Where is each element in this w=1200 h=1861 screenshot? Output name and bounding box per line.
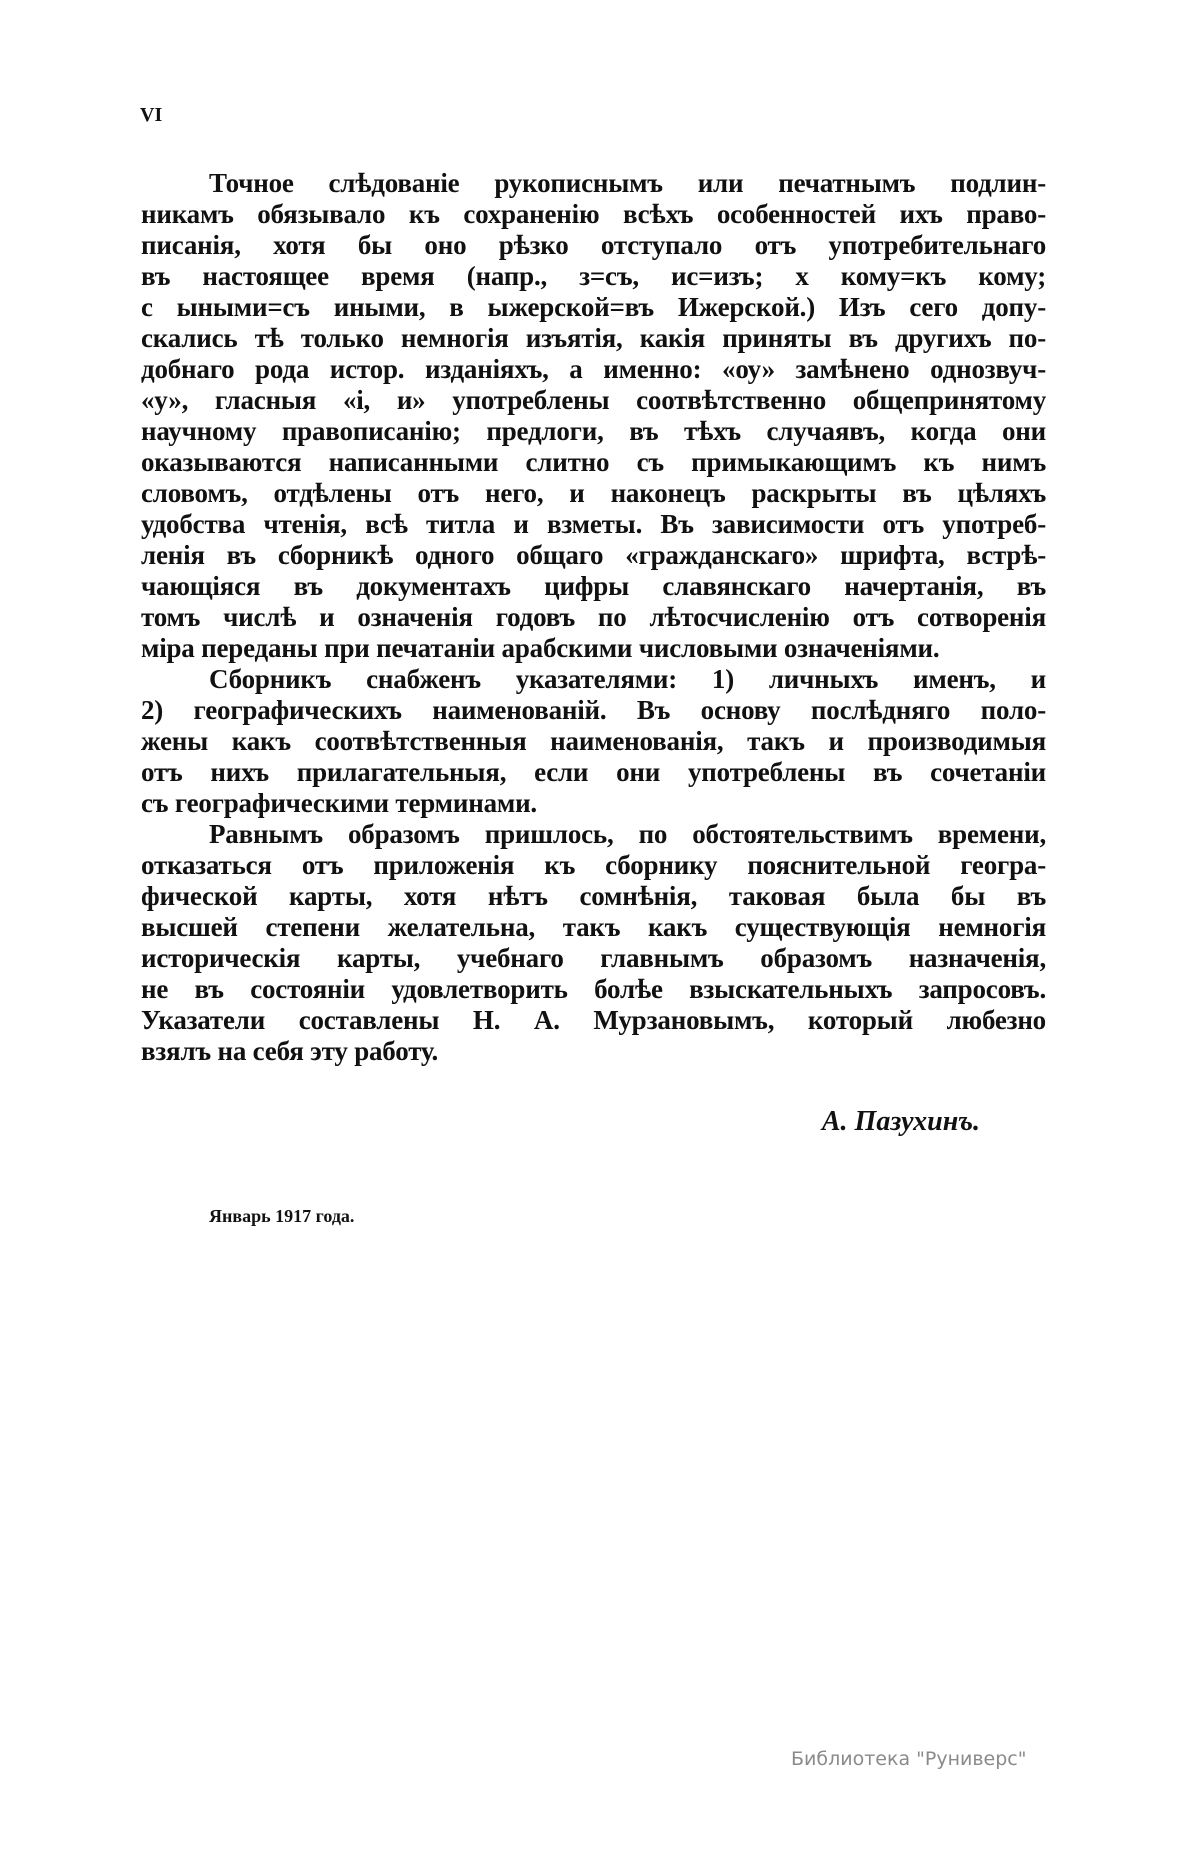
text-line: словомъ, отдѣлены отъ него, и наконецъ раскрыты въ цѣляхъ — [141, 478, 1046, 508]
text-line: оказываются написанными слитно съ примыкающимъ къ нимъ — [141, 447, 1046, 477]
text-line: высшей степени желательна, такъ какъ существующія немногія — [141, 912, 1046, 942]
text-line: не въ состояніи удовлетворить болѣе взыскательныхъ запросовъ. — [141, 974, 1046, 1004]
text-line: «у», гласныя «і, и» употреблены соотвѣтственно общепринятому — [141, 385, 1046, 415]
text-line: томъ числѣ и означенія годовъ по лѣтосчисленію отъ сотворенія — [141, 602, 1046, 632]
page-number: VI — [140, 104, 163, 126]
text-line: жены какъ соотвѣтственныя наименованія, такъ и производимыя — [141, 726, 1046, 756]
text-line: міра переданы при печатаніи арабскими числовыми означеніями. — [141, 633, 940, 663]
text-line: добнаго рода истор. изданіяхъ, а именно: «оу» замѣнено однозвуч- — [141, 354, 1046, 384]
text-line: Точное слѣдованіе рукописнымъ или печатнымъ подлин- — [209, 168, 1046, 198]
paragraph — [141, 168, 1046, 664]
text-line: отъ нихъ прилагательныя, если они употреблены въ сочетаніи — [141, 757, 1046, 787]
text-line: въ настоящее время (напр., з=съ, ис=изъ; х кому=къ кому; — [141, 261, 1046, 291]
text-line: фической карты, хотя нѣтъ сомнѣнія, таковая была бы въ — [141, 881, 1046, 911]
body-text — [141, 168, 1046, 1067]
text-line: Сборникъ снабженъ указателями: 1) личныхъ именъ, и — [209, 664, 1046, 694]
text-line: никамъ обязывало къ сохраненію всѣхъ особенностей ихъ право- — [141, 199, 1046, 229]
text-line: съ географическими терминами. — [141, 788, 537, 818]
signature: А. Пазухинъ. — [821, 1106, 980, 1137]
text-line: взялъ на себя эту работу. — [141, 1036, 439, 1066]
text-line: удобства чтенія, всѣ титла и взметы. Въ зависимости отъ употреб- — [141, 509, 1046, 539]
text-line: научному правописанію; предлоги, въ тѣхъ случаявъ, когда они — [141, 416, 1046, 446]
text-line: чающіяся въ документахъ цифры славянскаго начертанія, въ — [141, 571, 1046, 601]
text-line: Указатели составлены Н. А. Мурзановымъ, который любезно — [141, 1005, 1046, 1035]
text-line: Равнымъ образомъ пришлось, по обстоятельствимъ времени, — [209, 819, 1046, 849]
text-line: с ыными=съ иными, в ыжерской=въ Ижерской.) Изъ сего допу- — [141, 292, 1046, 322]
text-line: ленія въ сборникѣ одного общаго «гражданскаго» шрифта, встрѣ- — [141, 540, 1046, 570]
paragraph — [141, 819, 1046, 1067]
text-line: писанія, хотя бы оно рѣзко отступало отъ употребительнаго — [141, 230, 1046, 260]
library-watermark: Библиотека "Руниверс" — [791, 1748, 1027, 1770]
paragraph — [141, 664, 1046, 819]
text-line: скались тѣ только немногія изъятія, какія приняты въ другихъ по- — [141, 323, 1046, 353]
text-line: историческія карты, учебнаго главнымъ образомъ назначенія, — [141, 943, 1046, 973]
text-line: 2) географическихъ наименованій. Въ основу послѣдняго поло- — [141, 695, 1046, 725]
text-line: отказаться отъ приложенія къ сборнику пояснительной геогра- — [141, 850, 1046, 880]
date-line: Январь 1917 года. — [209, 1206, 355, 1226]
